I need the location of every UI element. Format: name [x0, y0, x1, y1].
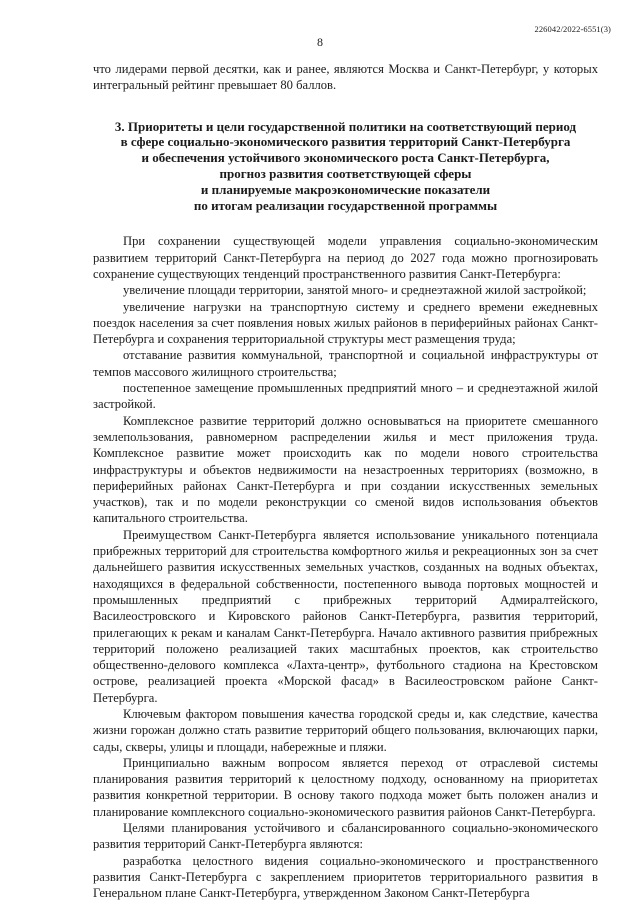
intro-paragraph: что лидерами первой десятки, как и ранее, являются Москва и Санкт-Петербург, у которых интегральный рейтинг превышает 80 баллов.: [93, 62, 598, 93]
body-paragraph: Преимуществом Санкт-Петербурга является использование уникального потенциала прибрежных территорий для строительства комфортного жилья и рекреационных зон за счет дальнейшего развития искусственных земельных участков, созданных на водных объектах, находящихся в федеральной собственности, постепенного вывода портовых мощностей и промышленных предприятий с прибрежных территорий Адмиралтейского, Василеостровского и Кировского районов Санкт-Петербурга, развития территорий, прилегающих к рекам и каналам Санкт-Петербурга. Начало активного развития прибрежных территорий положено реализацией таких масштабных проектов, как строительство общественно-делового комплекса «Лахта-центр», футбольного стадиона на Крестовском острове, реализацией проекта «Морской фасад» в Василеостровском районе Санкт-Петербурга.: [93, 527, 598, 705]
section-heading-line: и планируемые макроэкономические показатели: [200, 181, 491, 197]
body-paragraph: Принципиально важным вопросом является переход от отраслевой системы планирования развития территорий к целостному подходу, основанному на приоритетах развития конкретной территории. В основу такого подхода может быть положен анализ и планирование комплексного социально-экономического развития районов Санкт-Петербурга.: [93, 755, 598, 819]
section-heading-line: и обеспечения устойчивого экономического роста Санкт-Петербурга,: [141, 150, 550, 166]
list-item-paragraph: отставание развития коммунальной, транспортной и социальной инфраструктуры от темпов массового жилищного строительства;: [93, 348, 598, 379]
list-item-paragraph: постепенное замещение промышленных предприятий много – и среднеэтажной жилой застройкой.: [93, 381, 598, 412]
page-number: 8: [317, 35, 323, 49]
document-id: 226042/2022-6551(3): [534, 24, 611, 34]
body-paragraph: Комплексное развитие территорий должно основываться на приоритете смешанного землепользования, равномерном распределении жилья и мест приложения труда. Комплексное развитие может происходить как по модели нового строительства инфраструктуры и объектов недвижимости на незастроенных территориях (возможно, в периферийных районах Санкт-Петербурга и при создании искусственных земельных участков), так и по модели реконструкции со сменой видов использования объектов капитального строительства.: [93, 413, 598, 526]
body-paragraph: Целями планирования устойчивого и сбалансированного социально-экономического развития территорий Санкт-Петербурга являются:: [93, 821, 598, 852]
section-heading-line: по итогам реализации государственной программы: [193, 197, 498, 213]
page-content: [93, 61, 598, 902]
body-paragraph: При сохранении существующей модели управления социально-экономическим развитием территорий Санкт-Петербурга на период до 2027 года можно прогнозировать сохранение существующих тенденций пространственного развития Санкт-Петербурга:: [93, 234, 598, 281]
list-item-paragraph: увеличение площади территории, занятой много- и среднеэтажной жилой застройкой;: [123, 283, 587, 298]
section-heading-line: прогноз развития соответствующей сферы: [219, 165, 472, 181]
section-heading: [93, 119, 598, 214]
section-heading-line: 3. Приоритеты и цели государственной политики на соответствующий период: [114, 118, 577, 134]
body-paragraph: Ключевым фактором повышения качества городской среды и, как следствие, качества жизни горожан должно стать развитие территорий общего пользования, включающих парки, сады, скверы, улицы и площади, набережные и пляжи.: [93, 706, 598, 754]
section-heading-line: в сфере социально-экономического развития территорий Санкт-Петербурга: [120, 134, 571, 150]
list-item-paragraph: увеличение нагрузки на транспортную систему и среднего времени ежедневных поездок населения за счет появления новых жилых районов в периферийных районах Санкт-Петербурга и сохранения территориальной структуры мест размещения труда;: [93, 299, 598, 347]
list-item-paragraph: разработка целостного видения социально-экономического и пространственного развития Санкт-Петербурга с закреплением приоритетов территориального развития в Генеральном плане Санкт-Петербурга, утвержденном Законом Санкт-Петербурга: [93, 853, 598, 901]
